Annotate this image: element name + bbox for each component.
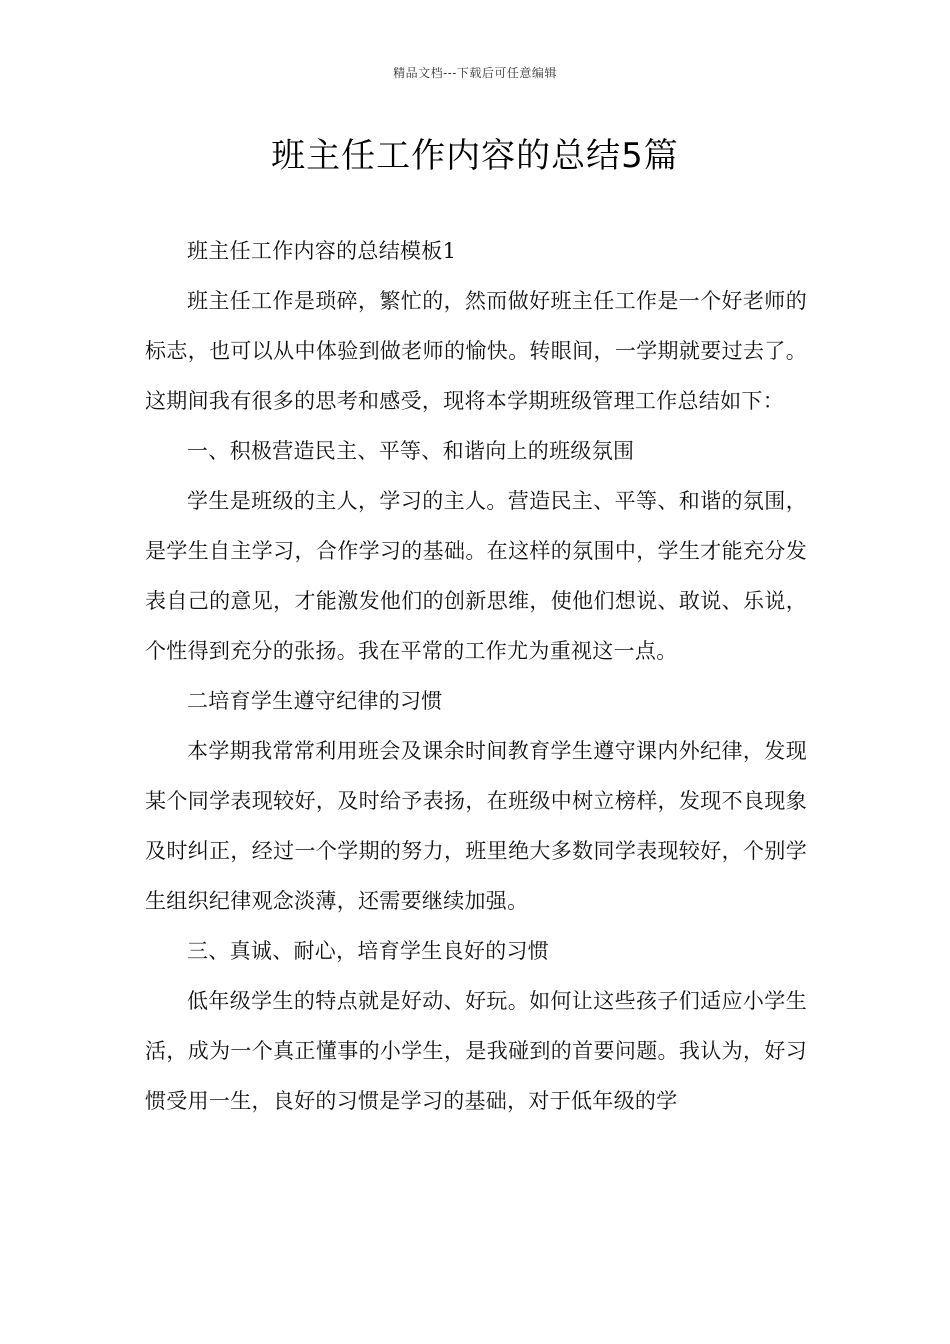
document-body	[145, 226, 807, 1126]
section-paragraph-3: 低年级学生的特点就是好动、好玩。如何让这些孩子们适应小学生活，成为一个真正懂事的小学生，是我碰到的首要问题。我认为，好习惯受用一生，良好的习惯是学习的基础，对于低年级的学	[145, 989, 807, 1113]
header-note: 精品文档---下载后可任意编辑	[393, 66, 557, 80]
section-heading-2: 二培育学生遵守纪律的习惯	[187, 689, 443, 713]
section-paragraph-1: 学生是班级的主人，学习的主人。营造民主、平等、和谐的氛围，是学生自主学习，合作学习的基础。在这样的氛围中，学生才能充分发表自己的意见，才能激发他们的创新思维，使他们想说、敢说、乐说，个性得到充分的张扬。我在平常的工作尤为重视这一点。	[145, 489, 807, 663]
section-paragraph-2: 本学期我常常利用班会及课余时间教育学生遵守课内外纪律，发现某个同学表现较好，及时给予表扬，在班级中树立榜样，发现不良现象及时纠正，经过一个学期的努力，班里绝大多数同学表现较好，个别学生组织纪律观念淡薄，还需要继续加强。	[145, 739, 807, 913]
section-heading-1: 一、积极营造民主、平等、和谐向上的班级氛围	[187, 439, 635, 463]
subtitle-paragraph: 班主任工作内容的总结模板1	[187, 239, 457, 263]
document-title: 班主任工作内容的总结5篇	[271, 136, 679, 176]
section-heading-3: 三、真诚、耐心，培育学生良好的习惯	[187, 939, 550, 963]
intro-paragraph: 班主任工作是琐碎，繁忙的，然而做好班主任工作是一个好老师的标志，也可以从中体验到做老师的愉快。转眼间，一学期就要过去了。这期间我有很多的思考和感受，现将本学期班级管理工作总结如下：	[145, 289, 807, 413]
